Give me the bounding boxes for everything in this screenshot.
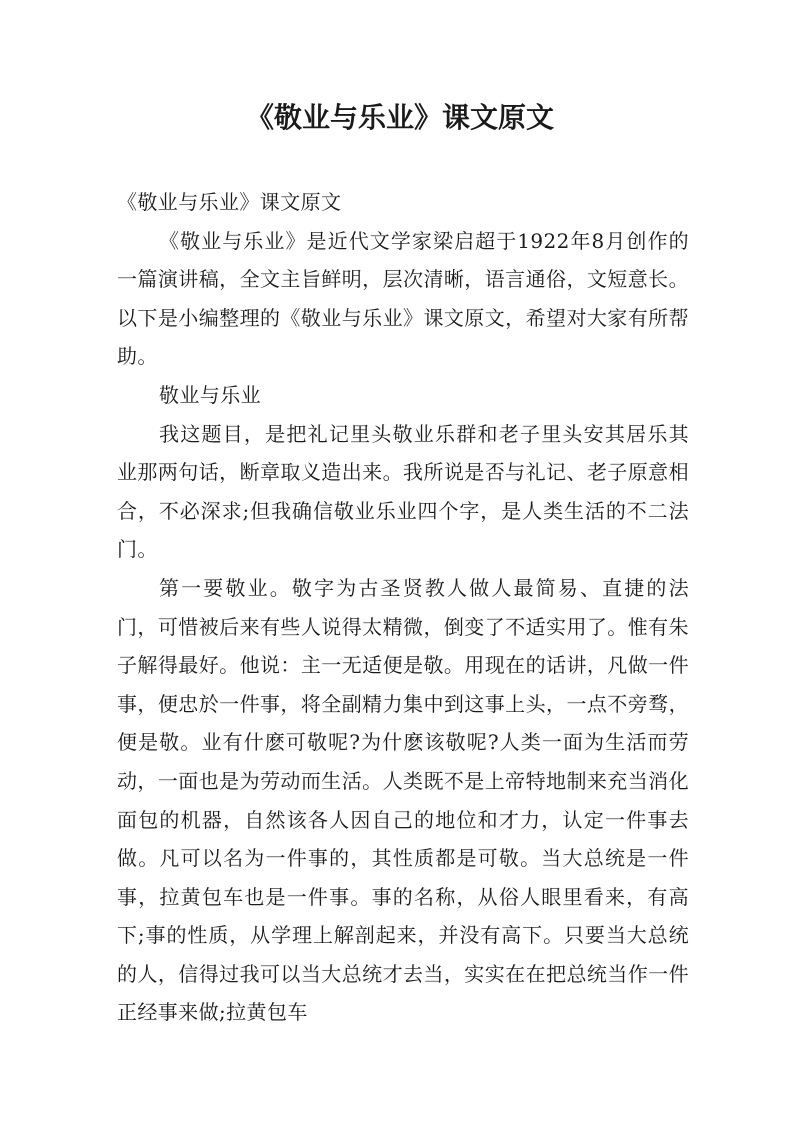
- body-paragraph: 《敬业与乐业》课文原文: [117, 190, 342, 214]
- body-paragraph: 《敬业与乐业》是近代文学家梁启超于1922年8月创作的一篇演讲稿，全文主旨鲜明，层次清晰，语言通俗，文短意长。以下是小编整理的《敬业与乐业》课文原文，希望对大家有所帮助。: [117, 228, 689, 369]
- document-body: [117, 183, 689, 1032]
- document-title: 《敬业与乐业》课文原文: [245, 101, 554, 134]
- body-paragraph: 敬业与乐业: [159, 382, 261, 407]
- body-paragraph: 第一要敬业。敬字为古圣贤教人做人最简易、直捷的法门，可惜被后来有些人说得太精微，倒变了不适实用了。惟有朱子解得最好。他说：主一无适便是敬。用现在的话讲，凡做一件事，便忠於一件事，将全副精力集中到这事上头，一点不旁骛，便是敬。业有什麽可敬呢?为什麽该敬呢?人类一面为生活而劳动，一面也是为劳动而生活。人类既不是上帝特地制来充当消化面包的机器，自然该各人因自己的地位和才力，认定一件事去做。凡可以名为一件事的，其性质都是可敬。当大总统是一件事，拉黄包车也是一件事。事的名称，从俗人眼里看来，有高下;事的性质，从学理上解剖起来，并没有高下。只要当大总统的人，信得过我可以当大总统才去当，实实在在把总统当作一件正经事来做;拉黄包车: [117, 575, 689, 1025]
- body-paragraph: 我这题目，是把礼记里头敬业乐群和老子里头安其居乐其业那两句话，断章取义造出来。我所说是否与礼记、老子原意相合，不必深求;但我确信敬业乐业四个字，是人类生活的不二法门。: [117, 421, 689, 562]
